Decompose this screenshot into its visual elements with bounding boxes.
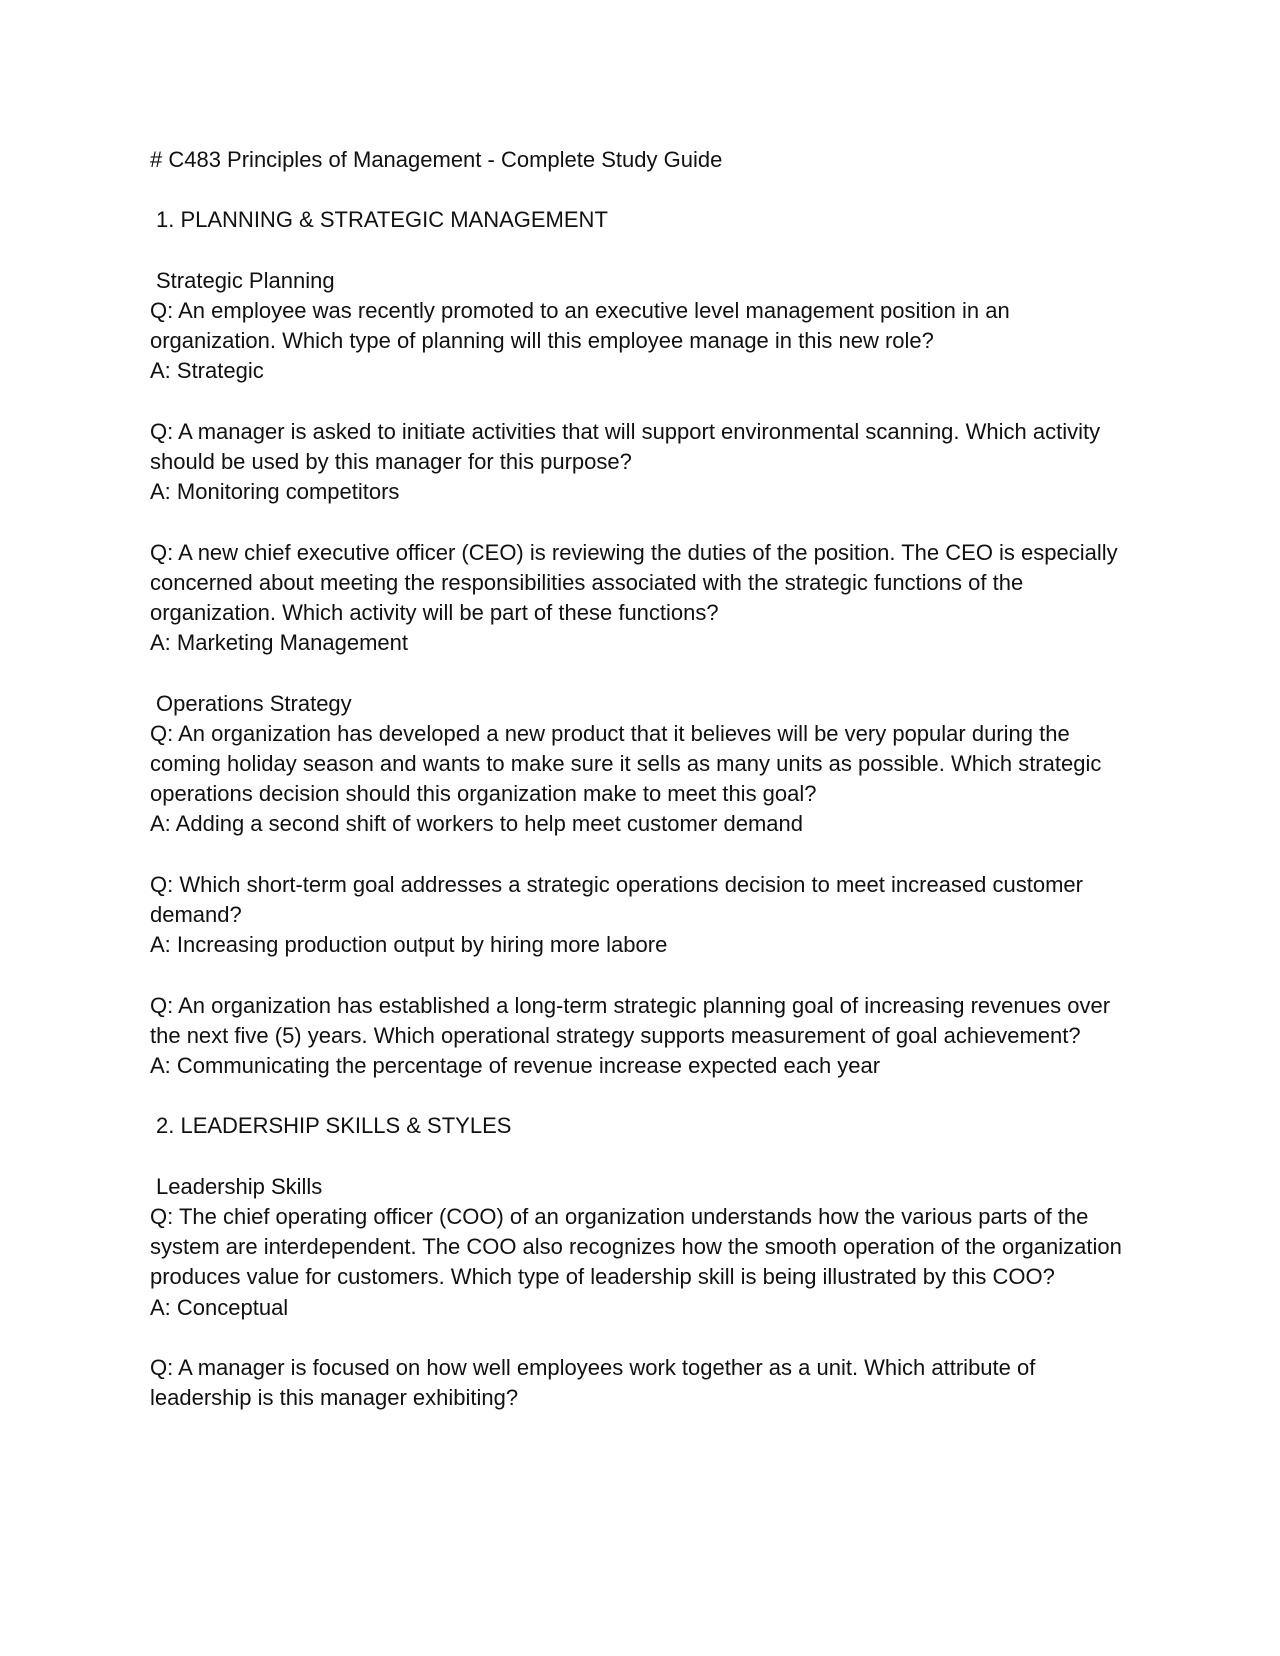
question: Q: An organization has developed a new product that it believes will be very popular during the coming holiday season and wants to make sure it sells as many units as possible. Which strategic operations decision should this organization make to meet this goal? [150,720,1102,807]
answer: A: Conceptual [150,1294,289,1320]
question: Q: An organization has established a long-term strategic planning goal of increasing revenues over the next five (5) years. Which operational strategy supports measurement of goal achievement? [150,992,1111,1048]
question: Q: An employee was recently promoted to an executive level management position in an organization. Which type of planning will this employee manage in this new role? [150,297,1010,354]
subsection-heading: Operations Strategy [156,690,352,716]
answer: A: Marketing Management [150,630,409,656]
question: Q: A manager is focused on how well employees work together as a unit. Which attribute of leadership is this manager exhibiting? [150,1354,1036,1411]
question: Q: A new chief executive officer (CEO) is reviewing the duties of the position. The CEO is especially concerned about meeting the responsibilities associated with the strategic functions of the organization. Which activity will be part of these functions? [150,539,1118,625]
answer: A: Communicating the percentage of revenue increase expected each year [150,1052,881,1078]
answer: A: Adding a second shift of workers to help meet customer demand [150,811,804,837]
question: Q: The chief operating officer (COO) of an organization understands how the various parts of the system are interdependent. The COO also recognizes how the smooth operation of the organization produces value for customers. Which type of leadership skill is being illustrated by this COO? [150,1203,1122,1290]
page-title: # C483 Principles of Management - Complete Study Guide [150,147,723,172]
subsection-heading: Leadership Skills [156,1173,323,1199]
section-heading: 1. PLANNING & STRATEGIC MANAGEMENT [156,207,608,233]
question: Q: Which short-term goal addresses a strategic operations decision to meet increased customer demand? [150,871,1083,927]
answer: A: Monitoring competitors [150,479,400,505]
answer: A: Increasing production output by hiring more labore [150,932,668,958]
answer: A: Strategic [150,358,264,384]
question: Q: A manager is asked to initiate activities that will support environmental scanning. Which activity should be used by this manager for this purpose? [150,418,1101,474]
section-heading: 2. LEADERSHIP SKILLS & STYLES [156,1113,512,1139]
subsection-heading: Strategic Planning [156,267,335,293]
